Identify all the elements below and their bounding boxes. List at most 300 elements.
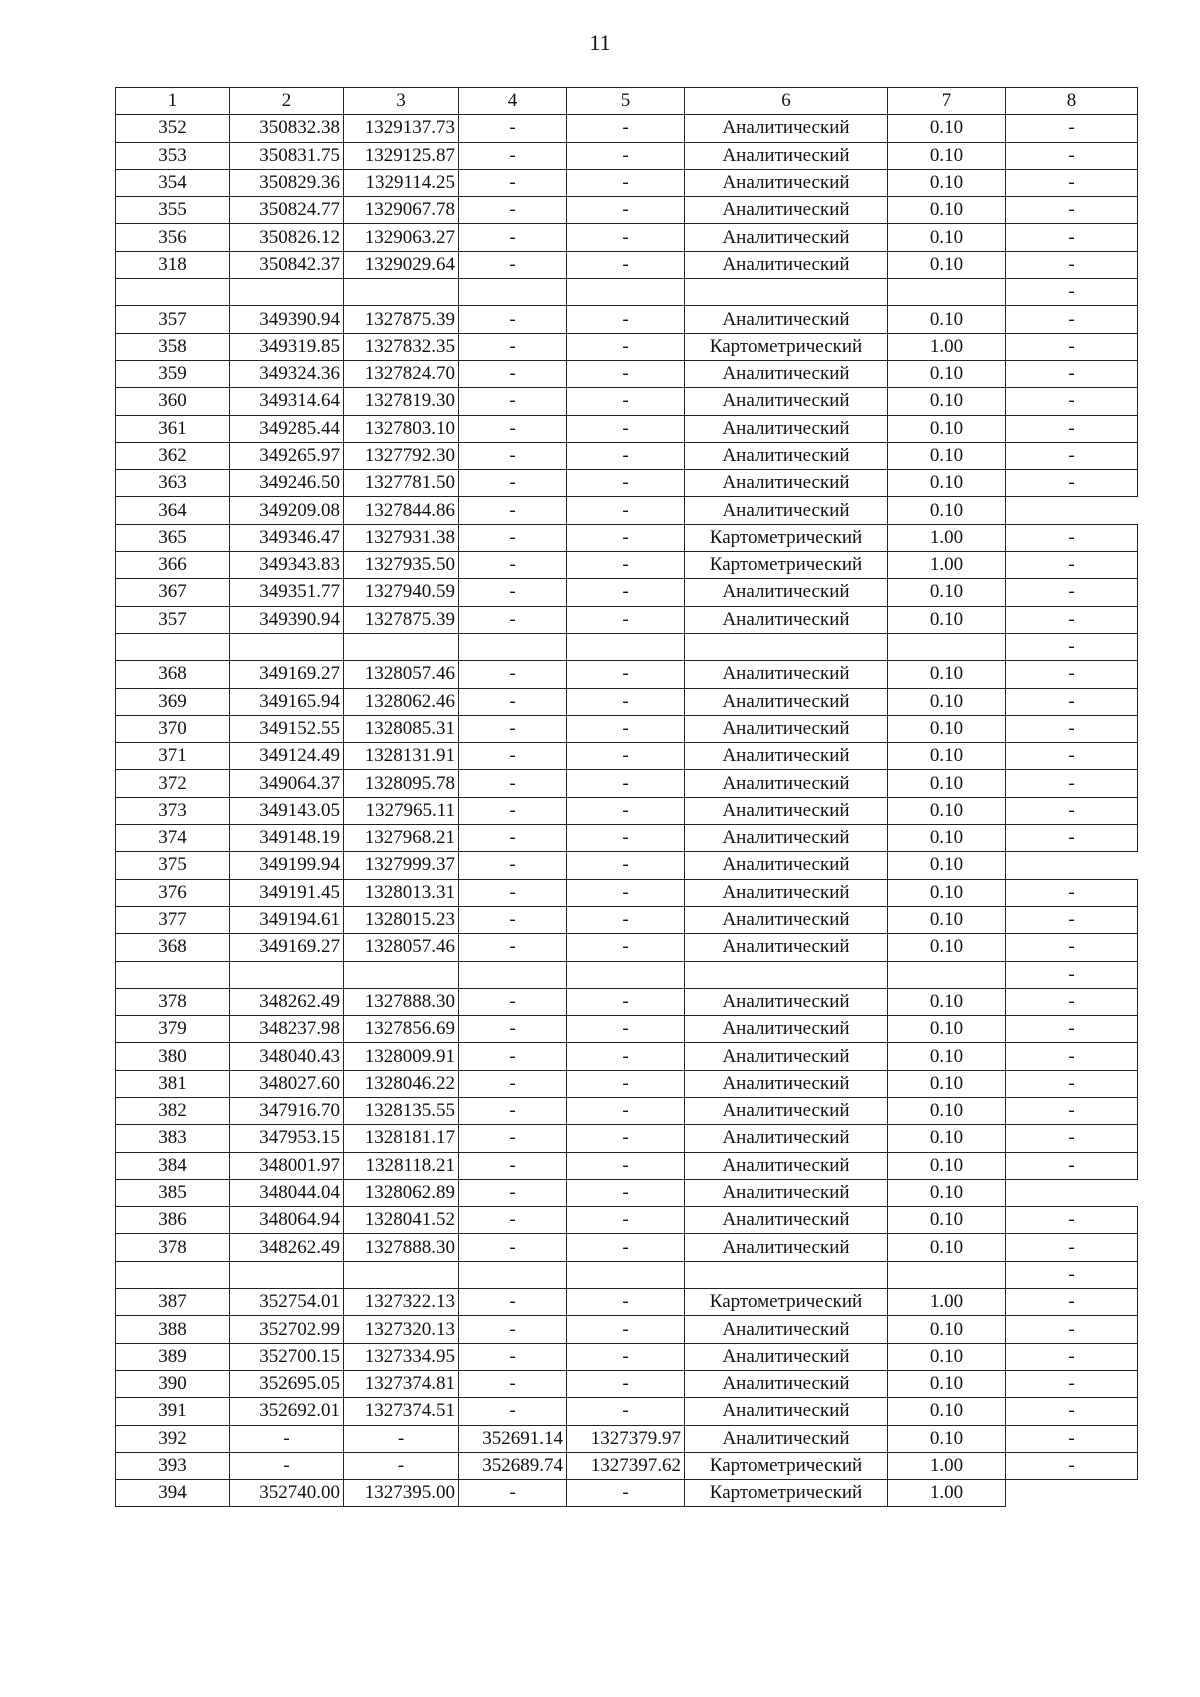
- table-row: [116, 606, 1138, 633]
- cell-col-5: -: [567, 1016, 685, 1043]
- cell-col-6: Аналитический: [685, 1152, 888, 1179]
- cell-col-6: [685, 633, 888, 660]
- cell-col-7: 0.10: [888, 934, 1006, 961]
- cell-col-3: 1327968.21: [344, 825, 459, 852]
- cell-col-6: Аналитический: [685, 688, 888, 715]
- cell-col-3: 1328135.55: [344, 1097, 459, 1124]
- cell-col-3: 1328057.46: [344, 934, 459, 961]
- cell-col-3: 1328085.31: [344, 715, 459, 742]
- cell-col-8: -: [1006, 442, 1138, 469]
- cell-col-6: Картометрический: [685, 1289, 888, 1316]
- table-row: [116, 1179, 1138, 1206]
- cell-col-5: -: [567, 415, 685, 442]
- cell-col-5: -: [567, 661, 685, 688]
- cell-col-4: [459, 633, 567, 660]
- cell-col-6: Аналитический: [685, 470, 888, 497]
- cell-col-8: -: [1006, 879, 1138, 906]
- cell-col-8: -: [1006, 1398, 1138, 1425]
- cell-col-8: -: [1006, 1070, 1138, 1097]
- cell-col-5: -: [567, 497, 685, 524]
- cell-col-4: -: [459, 906, 567, 933]
- cell-col-8: -: [1006, 197, 1138, 224]
- cell-col-6: Аналитический: [685, 661, 888, 688]
- cell-col-8: -: [1006, 1097, 1138, 1124]
- cell-col-3: 1327875.39: [344, 306, 459, 333]
- cell-col-3: 1329067.78: [344, 197, 459, 224]
- cell-col-5: -: [567, 906, 685, 933]
- cell-col-7: 0.10: [888, 606, 1006, 633]
- cell-col-1: 371: [116, 743, 230, 770]
- cell-col-1: 353: [116, 142, 230, 169]
- cell-col-4: -: [459, 388, 567, 415]
- cell-col-4: -: [459, 115, 567, 142]
- cell-col-7: 0.10: [888, 661, 1006, 688]
- cell-col-1: 386: [116, 1207, 230, 1234]
- cell-col-3: 1327792.30: [344, 442, 459, 469]
- cell-col-2: 349246.50: [230, 470, 344, 497]
- cell-col-3: 1327888.30: [344, 988, 459, 1015]
- cell-col-1: 318: [116, 251, 230, 278]
- cell-col-4: -: [459, 442, 567, 469]
- cell-col-7: 0.10: [888, 1179, 1006, 1206]
- cell-col-2: 352695.05: [230, 1370, 344, 1397]
- cell-col-5: -: [567, 224, 685, 251]
- cell-col-6: Аналитический: [685, 306, 888, 333]
- cell-col-5: -: [567, 197, 685, 224]
- cell-col-8: -: [1006, 1234, 1138, 1261]
- cell-col-4: -: [459, 579, 567, 606]
- cell-col-1: 358: [116, 333, 230, 360]
- cell-col-1: 375: [116, 852, 230, 879]
- cell-col-4: -: [459, 1179, 567, 1206]
- cell-col-2: 348001.97: [230, 1152, 344, 1179]
- cell-col-4: [459, 961, 567, 988]
- cell-col-6: [685, 1261, 888, 1288]
- cell-col-1: 384: [116, 1152, 230, 1179]
- cell-col-2: 348262.49: [230, 1234, 344, 1261]
- cell-col-5: -: [567, 1398, 685, 1425]
- cell-col-2: 348044.04: [230, 1179, 344, 1206]
- cell-col-3: 1328062.46: [344, 688, 459, 715]
- table-row: [116, 852, 1138, 879]
- cell-col-4: -: [459, 825, 567, 852]
- cell-col-1: 364: [116, 497, 230, 524]
- cell-col-4: -: [459, 1043, 567, 1070]
- cell-col-3: [344, 279, 459, 306]
- cell-col-7: 0.10: [888, 442, 1006, 469]
- cell-col-5: -: [567, 388, 685, 415]
- cell-col-8: -: [1006, 1043, 1138, 1070]
- cell-col-6: Картометрический: [685, 552, 888, 579]
- cell-col-3: 1327803.10: [344, 415, 459, 442]
- cell-col-6: Аналитический: [685, 1179, 888, 1206]
- cell-col-4: -: [459, 169, 567, 196]
- coordinates-table: [115, 87, 1138, 1507]
- cell-col-5: -: [567, 825, 685, 852]
- cell-col-1: 354: [116, 169, 230, 196]
- cell-col-1: 368: [116, 661, 230, 688]
- cell-col-4: 352691.14: [459, 1425, 567, 1452]
- table-row: [116, 470, 1138, 497]
- cell-col-7: 0.10: [888, 988, 1006, 1015]
- cell-col-8: -: [1006, 142, 1138, 169]
- cell-col-8: -: [1006, 1152, 1138, 1179]
- cell-col-3: 1329114.25: [344, 169, 459, 196]
- cell-col-1: 360: [116, 388, 230, 415]
- cell-col-8: -: [1006, 825, 1138, 852]
- cell-col-1: 379: [116, 1016, 230, 1043]
- column-header-6: 6: [685, 88, 888, 115]
- cell-col-3: 1328046.22: [344, 1070, 459, 1097]
- cell-col-6: Аналитический: [685, 1370, 888, 1397]
- cell-col-3: 1327875.39: [344, 606, 459, 633]
- cell-col-6: Аналитический: [685, 825, 888, 852]
- cell-col-7: [888, 279, 1006, 306]
- cell-col-5: -: [567, 360, 685, 387]
- column-header-3: 3: [344, 88, 459, 115]
- cell-col-7: 0.10: [888, 1234, 1006, 1261]
- cell-col-8: [1006, 497, 1138, 524]
- cell-col-8: -: [1006, 1425, 1138, 1452]
- cell-col-8: -: [1006, 715, 1138, 742]
- cell-col-7: 0.10: [888, 497, 1006, 524]
- cell-col-3: 1328013.31: [344, 879, 459, 906]
- cell-col-7: 0.10: [888, 906, 1006, 933]
- cell-col-4: -: [459, 1370, 567, 1397]
- cell-col-2: 349390.94: [230, 606, 344, 633]
- cell-col-2: 348237.98: [230, 1016, 344, 1043]
- cell-col-8: -: [1006, 1316, 1138, 1343]
- cell-col-2: 349124.49: [230, 743, 344, 770]
- table-row: [116, 497, 1138, 524]
- cell-col-5: -: [567, 442, 685, 469]
- cell-col-5: -: [567, 1316, 685, 1343]
- cell-col-7: 1.00: [888, 552, 1006, 579]
- cell-col-6: Аналитический: [685, 497, 888, 524]
- cell-col-6: Аналитический: [685, 115, 888, 142]
- cell-col-6: Аналитический: [685, 579, 888, 606]
- cell-col-3: 1327965.11: [344, 797, 459, 824]
- cell-col-2: 349265.97: [230, 442, 344, 469]
- cell-col-5: -: [567, 1070, 685, 1097]
- cell-col-1: 382: [116, 1097, 230, 1124]
- cell-col-5: -: [567, 306, 685, 333]
- cell-col-3: 1328181.17: [344, 1125, 459, 1152]
- cell-col-8: -: [1006, 1452, 1138, 1479]
- table-body: [116, 115, 1138, 1507]
- cell-col-1: 392: [116, 1425, 230, 1452]
- separator-row: [116, 961, 1138, 988]
- table-row: [116, 825, 1138, 852]
- cell-col-5: -: [567, 715, 685, 742]
- cell-col-7: 0.10: [888, 1398, 1006, 1425]
- cell-col-7: 0.10: [888, 1125, 1006, 1152]
- cell-col-2: -: [230, 1425, 344, 1452]
- cell-col-6: Аналитический: [685, 1234, 888, 1261]
- cell-col-4: -: [459, 715, 567, 742]
- cell-col-8: [1006, 852, 1138, 879]
- cell-col-2: 349148.19: [230, 825, 344, 852]
- cell-col-4: -: [459, 797, 567, 824]
- cell-col-2: 350842.37: [230, 251, 344, 278]
- cell-col-7: 0.10: [888, 1070, 1006, 1097]
- page-number: 11: [589, 30, 611, 55]
- cell-col-8: -: [1006, 415, 1138, 442]
- cell-col-1: 365: [116, 524, 230, 551]
- cell-col-2: 352702.99: [230, 1316, 344, 1343]
- table-row: [116, 333, 1138, 360]
- cell-col-7: 0.10: [888, 879, 1006, 906]
- cell-col-5: -: [567, 1289, 685, 1316]
- table-row: [116, 1207, 1138, 1234]
- cell-col-6: Картометрический: [685, 524, 888, 551]
- cell-col-3: 1328015.23: [344, 906, 459, 933]
- table-row: [116, 1125, 1138, 1152]
- cell-col-5: [567, 633, 685, 660]
- separator-row: [116, 633, 1138, 660]
- cell-col-2: [230, 1261, 344, 1288]
- cell-col-3: 1329029.64: [344, 251, 459, 278]
- cell-col-3: -: [344, 1425, 459, 1452]
- cell-col-5: 1327379.97: [567, 1425, 685, 1452]
- cell-col-2: [230, 961, 344, 988]
- cell-col-3: 1327832.35: [344, 333, 459, 360]
- cell-col-1: 373: [116, 797, 230, 824]
- cell-col-1: [116, 961, 230, 988]
- cell-col-3: 1328118.21: [344, 1152, 459, 1179]
- table-row: [116, 415, 1138, 442]
- cell-col-8: -: [1006, 770, 1138, 797]
- cell-col-4: -: [459, 1152, 567, 1179]
- cell-col-2: 349285.44: [230, 415, 344, 442]
- table-row: [116, 1398, 1138, 1425]
- cell-col-1: 368: [116, 934, 230, 961]
- cell-col-3: [344, 1261, 459, 1288]
- cell-col-1: 376: [116, 879, 230, 906]
- separator-row: [116, 1261, 1138, 1288]
- cell-col-6: [685, 961, 888, 988]
- cell-col-8: -: [1006, 688, 1138, 715]
- table-row: [116, 797, 1138, 824]
- cell-col-5: -: [567, 524, 685, 551]
- cell-col-5: [567, 279, 685, 306]
- cell-col-3: 1327819.30: [344, 388, 459, 415]
- cell-col-7: 0.10: [888, 360, 1006, 387]
- cell-col-8: -: [1006, 306, 1138, 333]
- cell-col-7: 0.10: [888, 470, 1006, 497]
- cell-col-5: -: [567, 852, 685, 879]
- table-row: [116, 524, 1138, 551]
- cell-col-4: -: [459, 1343, 567, 1370]
- table-row: [116, 1452, 1138, 1479]
- cell-col-6: Аналитический: [685, 1316, 888, 1343]
- table-row: [116, 552, 1138, 579]
- cell-col-6: Аналитический: [685, 988, 888, 1015]
- cell-col-1: 385: [116, 1179, 230, 1206]
- cell-col-8: -: [1006, 470, 1138, 497]
- cell-col-2: 348027.60: [230, 1070, 344, 1097]
- cell-col-6: Аналитический: [685, 142, 888, 169]
- cell-col-1: 369: [116, 688, 230, 715]
- cell-col-2: 352692.01: [230, 1398, 344, 1425]
- cell-col-5: -: [567, 1152, 685, 1179]
- cell-col-7: 0.10: [888, 1097, 1006, 1124]
- cell-col-1: 393: [116, 1452, 230, 1479]
- cell-col-2: [230, 279, 344, 306]
- cell-col-6: Аналитический: [685, 1016, 888, 1043]
- cell-col-7: 1.00: [888, 1452, 1006, 1479]
- cell-col-7: 0.10: [888, 688, 1006, 715]
- cell-col-6: Аналитический: [685, 606, 888, 633]
- cell-col-6: Аналитический: [685, 1207, 888, 1234]
- cell-col-2: 349169.27: [230, 661, 344, 688]
- table-row: [116, 1043, 1138, 1070]
- table-row: [116, 688, 1138, 715]
- cell-col-7: 0.10: [888, 825, 1006, 852]
- cell-col-7: [888, 633, 1006, 660]
- cell-col-4: -: [459, 1125, 567, 1152]
- cell-col-6: Аналитический: [685, 715, 888, 742]
- cell-col-8: -: [1006, 360, 1138, 387]
- cell-col-6: Аналитический: [685, 906, 888, 933]
- cell-col-1: 380: [116, 1043, 230, 1070]
- cell-col-2: 349165.94: [230, 688, 344, 715]
- cell-col-2: 349390.94: [230, 306, 344, 333]
- cell-col-3: 1327935.50: [344, 552, 459, 579]
- cell-col-3: 1327334.95: [344, 1343, 459, 1370]
- table-row: [116, 388, 1138, 415]
- cell-col-6: Аналитический: [685, 934, 888, 961]
- cell-col-4: -: [459, 142, 567, 169]
- cell-col-6: Аналитический: [685, 1043, 888, 1070]
- cell-col-4: -: [459, 852, 567, 879]
- cell-col-2: 349169.27: [230, 934, 344, 961]
- cell-col-2: 352754.01: [230, 1289, 344, 1316]
- cell-col-6: Аналитический: [685, 1425, 888, 1452]
- cell-col-3: 1329063.27: [344, 224, 459, 251]
- cell-col-6: Аналитический: [685, 251, 888, 278]
- cell-col-5: -: [567, 770, 685, 797]
- cell-col-5: -: [567, 1343, 685, 1370]
- cell-col-4: -: [459, 879, 567, 906]
- cell-col-4: -: [459, 1207, 567, 1234]
- cell-col-1: 389: [116, 1343, 230, 1370]
- cell-col-8: -: [1006, 524, 1138, 551]
- cell-col-8: -: [1006, 1261, 1138, 1288]
- cell-col-7: 1.00: [888, 524, 1006, 551]
- cell-col-1: 381: [116, 1070, 230, 1097]
- cell-col-3: -: [344, 1452, 459, 1479]
- separator-row: [116, 279, 1138, 306]
- cell-col-7: 0.10: [888, 197, 1006, 224]
- cell-col-4: -: [459, 688, 567, 715]
- cell-col-2: 350826.12: [230, 224, 344, 251]
- cell-col-8: -: [1006, 224, 1138, 251]
- cell-col-3: 1327374.81: [344, 1370, 459, 1397]
- table-row: [116, 1070, 1138, 1097]
- cell-col-7: 0.10: [888, 743, 1006, 770]
- table-row: [116, 770, 1138, 797]
- cell-col-2: 350831.75: [230, 142, 344, 169]
- cell-col-2: 348262.49: [230, 988, 344, 1015]
- cell-col-8: -: [1006, 743, 1138, 770]
- cell-col-1: 359: [116, 360, 230, 387]
- cell-col-8: -: [1006, 1125, 1138, 1152]
- cell-col-5: -: [567, 606, 685, 633]
- cell-col-1: 372: [116, 770, 230, 797]
- cell-col-2: 352700.15: [230, 1343, 344, 1370]
- cell-col-8: -: [1006, 934, 1138, 961]
- table-row: [116, 1425, 1138, 1452]
- cell-col-4: -: [459, 524, 567, 551]
- table-row: [116, 115, 1138, 142]
- cell-col-3: 1327856.69: [344, 1016, 459, 1043]
- table-row: [116, 1289, 1138, 1316]
- table-header-row: [116, 88, 1138, 115]
- cell-col-1: 377: [116, 906, 230, 933]
- cell-col-1: 390: [116, 1370, 230, 1397]
- table-row: [116, 661, 1138, 688]
- cell-col-5: -: [567, 115, 685, 142]
- cell-col-4: [459, 1261, 567, 1288]
- cell-col-3: 1327824.70: [344, 360, 459, 387]
- cell-col-3: 1327781.50: [344, 470, 459, 497]
- cell-col-1: [116, 1261, 230, 1288]
- cell-col-2: -: [230, 1452, 344, 1479]
- cell-col-7: 0.10: [888, 415, 1006, 442]
- cell-col-2: 350832.38: [230, 115, 344, 142]
- cell-col-5: -: [567, 743, 685, 770]
- cell-col-5: -: [567, 169, 685, 196]
- cell-col-8: [1006, 1179, 1138, 1206]
- cell-col-7: 1.00: [888, 1289, 1006, 1316]
- cell-col-3: 1328131.91: [344, 743, 459, 770]
- cell-col-2: 349194.61: [230, 906, 344, 933]
- cell-col-5: -: [567, 688, 685, 715]
- cell-col-5: -: [567, 142, 685, 169]
- cell-col-8: -: [1006, 606, 1138, 633]
- cell-col-6: Аналитический: [685, 1097, 888, 1124]
- cell-col-7: 0.10: [888, 169, 1006, 196]
- cell-col-6: Аналитический: [685, 1398, 888, 1425]
- table-row: [116, 906, 1138, 933]
- cell-col-8: -: [1006, 1016, 1138, 1043]
- cell-col-5: -: [567, 1179, 685, 1206]
- cell-col-5: -: [567, 988, 685, 1015]
- cell-col-1: 388: [116, 1316, 230, 1343]
- cell-col-7: 0.10: [888, 1316, 1006, 1343]
- cell-col-2: [230, 633, 344, 660]
- cell-col-8: -: [1006, 906, 1138, 933]
- table-row: [116, 579, 1138, 606]
- cell-col-5: -: [567, 1097, 685, 1124]
- cell-col-2: 350824.77: [230, 197, 344, 224]
- cell-col-1: 378: [116, 1234, 230, 1261]
- cell-col-5: [567, 1261, 685, 1288]
- cell-col-8: -: [1006, 1343, 1138, 1370]
- cell-col-2: 349324.36: [230, 360, 344, 387]
- cell-col-4: -: [459, 1398, 567, 1425]
- cell-col-6: Аналитический: [685, 770, 888, 797]
- cell-col-6: Аналитический: [685, 743, 888, 770]
- table-row: [116, 715, 1138, 742]
- table-row: [116, 1343, 1138, 1370]
- cell-col-1: 374: [116, 825, 230, 852]
- cell-col-4: -: [459, 552, 567, 579]
- cell-col-7: 0.10: [888, 797, 1006, 824]
- cell-col-3: [344, 633, 459, 660]
- cell-col-1: 383: [116, 1125, 230, 1152]
